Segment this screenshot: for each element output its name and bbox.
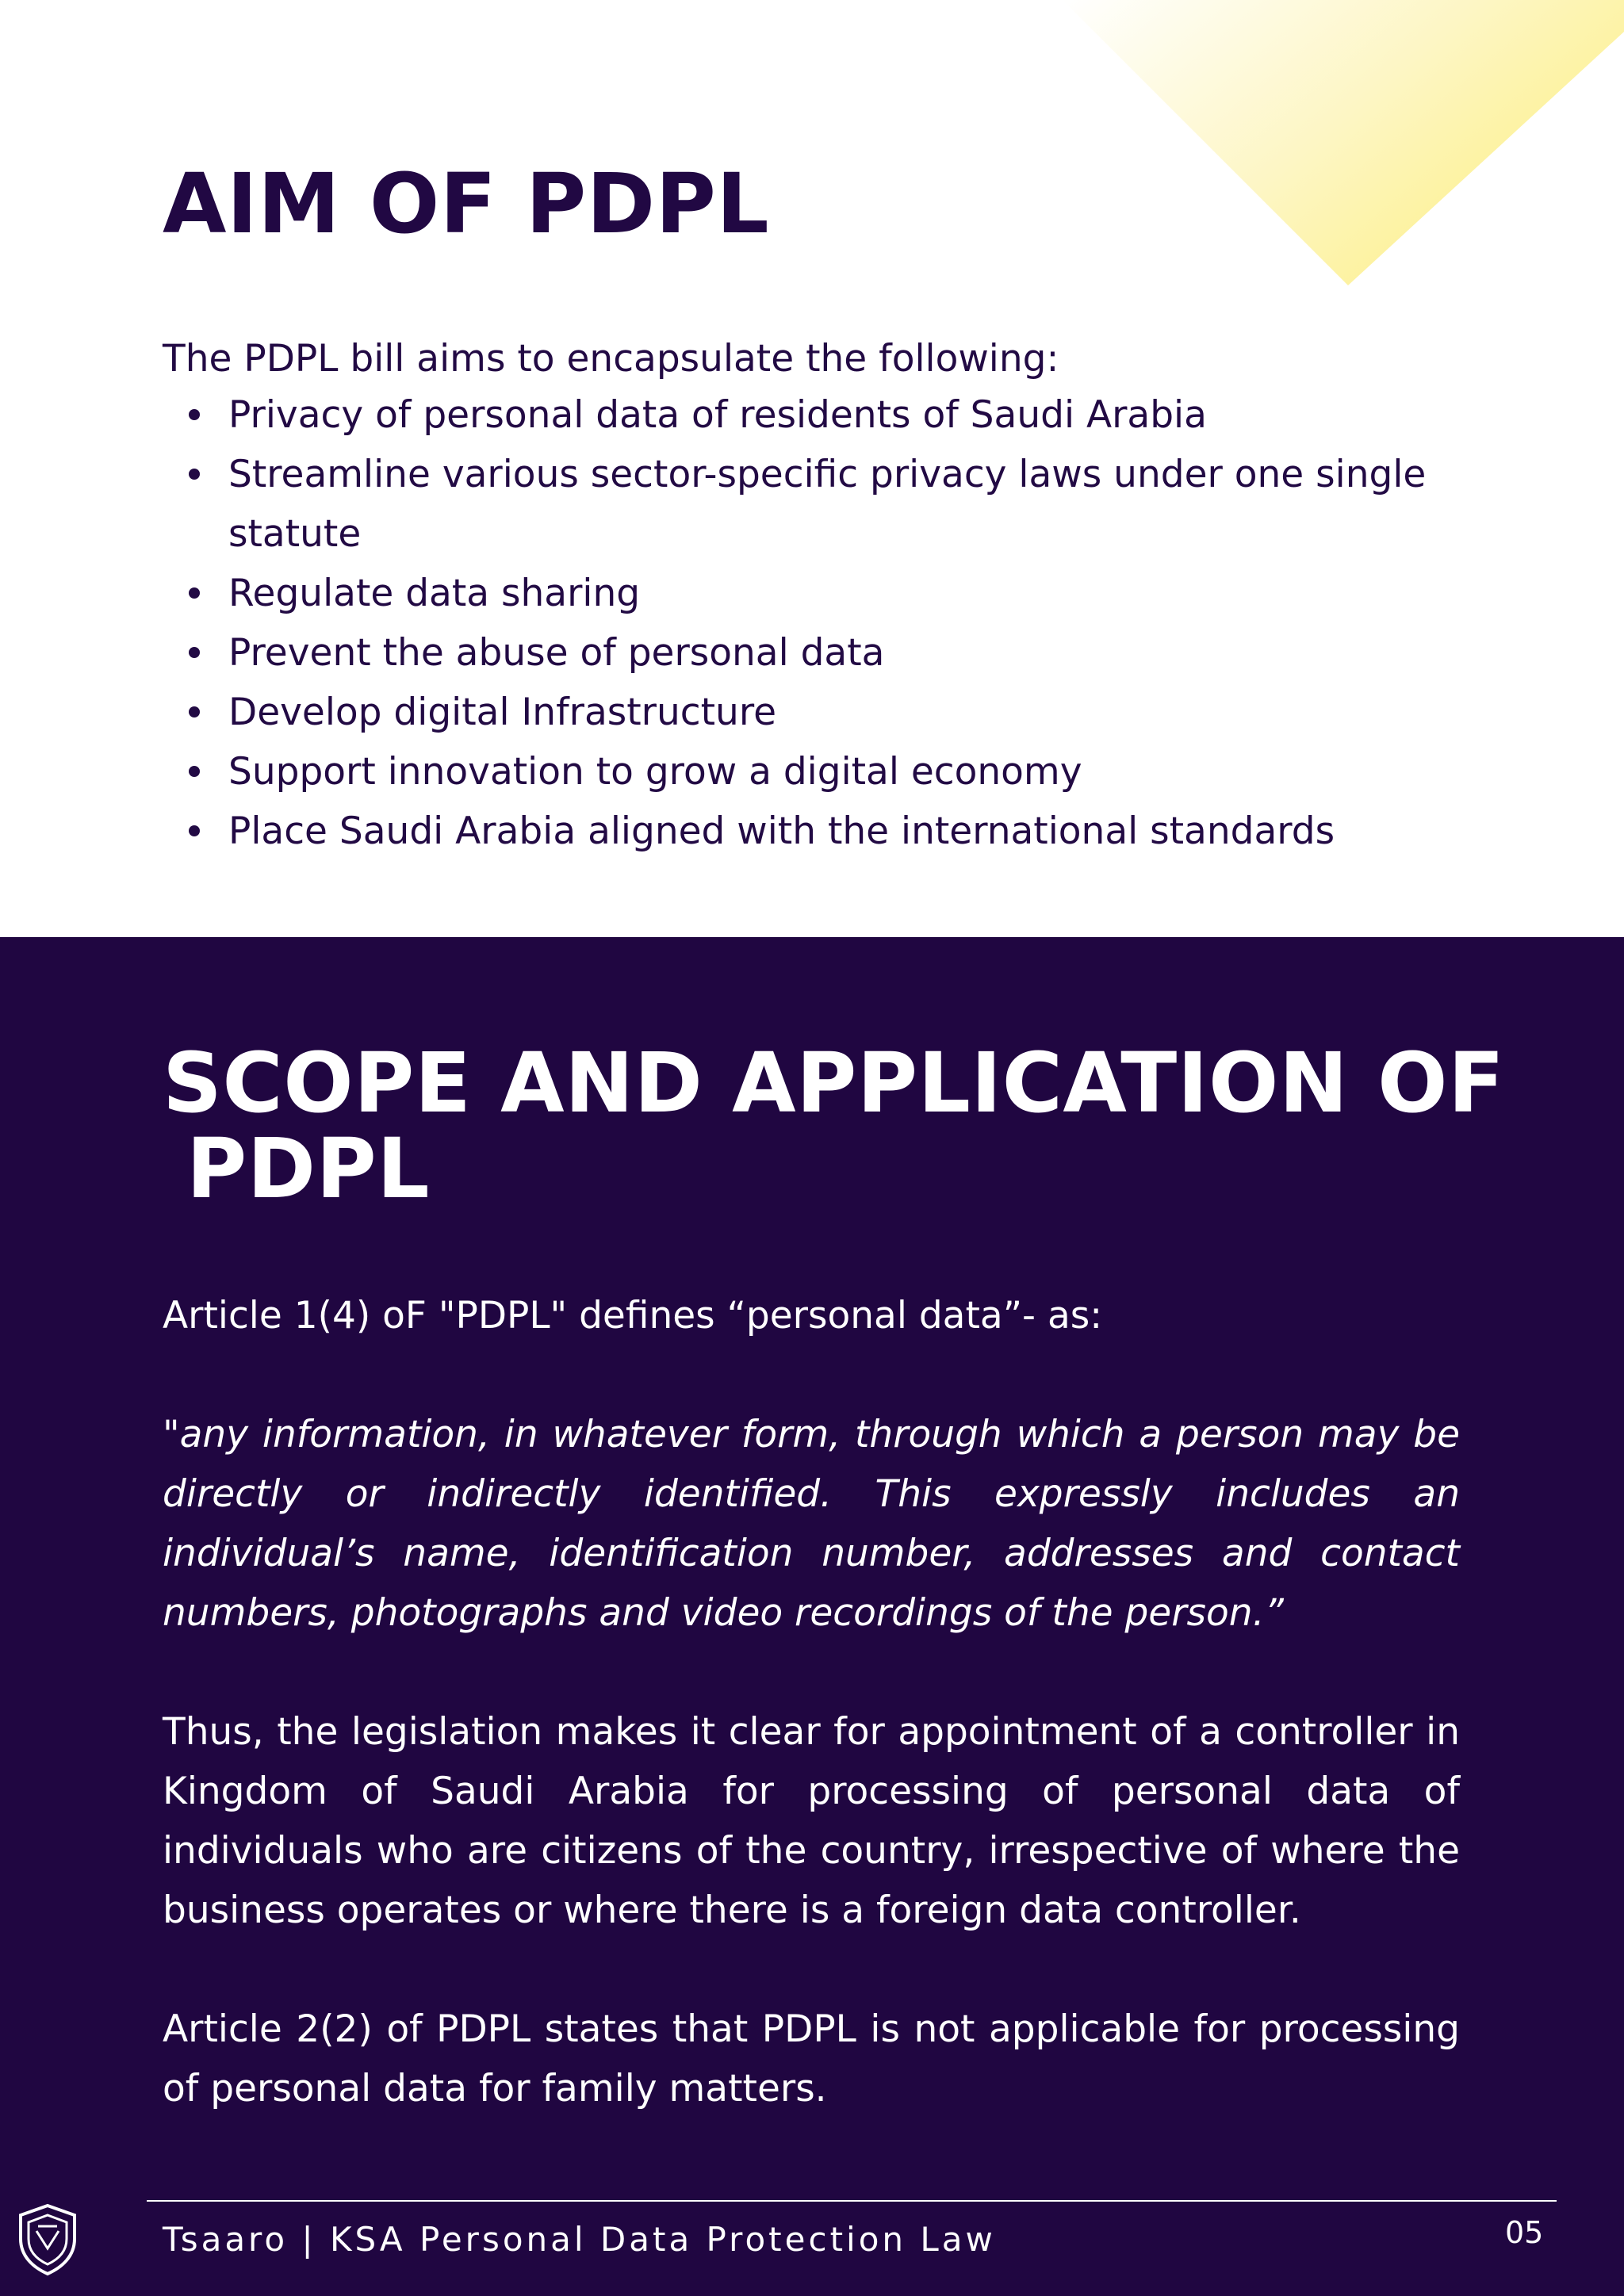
list-item: Privacy of personal data of residents of Saudi Arabia [228,385,1465,445]
bullet-icon [189,409,200,420]
aim-section [0,0,1624,937]
bullet-icon [189,825,200,836]
article-intro: Article 1(4) oF "PDPL" defines “personal data”- as: [163,1294,1103,1337]
bullet-icon [189,469,200,480]
list-item: Place Saudi Arabia aligned with the international standards [228,802,1465,861]
bullet-icon [189,706,200,718]
bullet-icon [189,647,200,658]
list-item: Support innovation to grow a digital economy [228,742,1465,802]
aim-list [228,385,1465,861]
list-item: Prevent the abuse of personal data [228,623,1465,683]
aim-intro: The PDPL bill aims to encapsulate the following: [163,337,1059,381]
page-number: 05 [1505,2215,1544,2250]
list-item: Regulate data sharing [228,564,1465,623]
scope-title [163,1035,1505,1217]
bullet-icon [189,766,200,777]
personal-data-quote: "any information, in whatever form, through which a person may be directly or indirectly identified. This expressly includes an individual’s name, identification number, addresses and contact numbers, photographs and video recordings of the person.” [163,1413,1460,1635]
scope-title-line1: SCOPE AND APPLICATION OF [163,1035,1505,1131]
controller-paragraph: Thus, the legislation makes it clear for appointment of a controller in Kingdom of Saudi Arabia for processing of personal data of individuals who are citizens of the country, irrespective of where the business operates or where there is a foreign data controller. [163,1710,1460,1932]
article2-paragraph: Article 2(2) of PDPL states that PDPL is not applicable for processing of personal data for family matters. [163,2007,1460,2110]
scope-title-line2: PDPL [186,1120,431,1217]
list-item: Develop digital Infrastructure [228,683,1465,742]
footer-text: Tsaaro | KSA Personal Data Protection Law [163,2220,996,2259]
footer-divider [147,2200,1557,2202]
scope-section [0,937,1624,2296]
shield-icon [14,2199,81,2279]
bullet-icon [189,587,200,599]
aim-title: AIM OF PDPL [163,155,770,252]
list-item: Streamline various sector-specific privacy laws under one single statute [228,445,1465,564]
